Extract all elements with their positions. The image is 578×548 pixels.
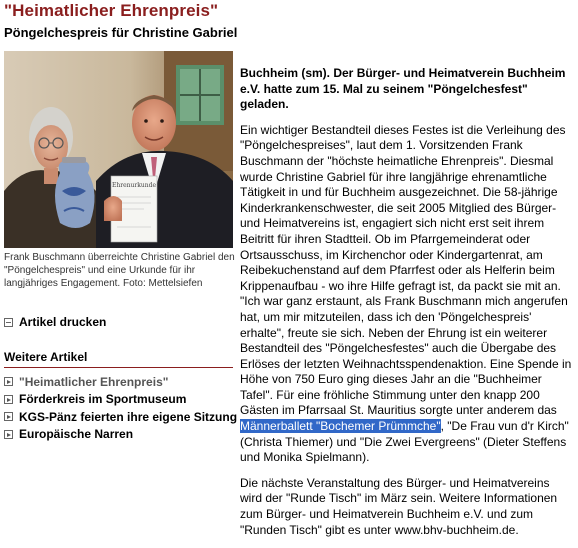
more-article-label: KGS-Pänz feierten ihre eigene Sitzung bbox=[19, 409, 238, 424]
more-article-link-2[interactable] bbox=[4, 391, 237, 409]
article-lead: Buchheim (sm). Der Bürger- und Heimatverein Buchheim e.V. hatte zum 15. Mal zu seinem "Pöngelchesfest" geladen. bbox=[240, 66, 566, 112]
print-icon bbox=[4, 318, 13, 327]
article-paragraph-main bbox=[240, 123, 574, 466]
print-article-link[interactable] bbox=[4, 315, 106, 329]
article-subtitle: Pöngelchespreis für Christine Gabriel bbox=[4, 25, 238, 40]
more-article-link-3[interactable] bbox=[4, 408, 237, 426]
photo-caption: Frank Buschmann überreichte Christine Gabriel den "Pöngelchespreis" und eine Urkunde für ihr langjähriges Engagement. Foto: Mettelsiefen bbox=[4, 252, 235, 289]
print-article-label: Artikel drucken bbox=[19, 315, 107, 329]
arrow-right-icon bbox=[4, 395, 13, 404]
article-photo bbox=[4, 51, 233, 248]
certificate-heading: Ehrenurkunde bbox=[111, 182, 157, 189]
article-title: "Heimatlicher Ehrenpreis" bbox=[4, 1, 219, 20]
article-body bbox=[240, 66, 574, 548]
article-paragraph-last: Die nächste Veranstaltung des Bürger- und Heimatvereins wird der "Runde Tisch" im März sein. Weitere Informationen zum Bürger- und Heimatverein Buchheim e.V. und zum "Runden Tisch" gibt es unter www.bhv-buchheim.de. bbox=[240, 475, 558, 537]
more-articles-heading: Weitere Artikel bbox=[4, 350, 88, 364]
more-article-link-4[interactable] bbox=[4, 426, 237, 444]
more-article-link-1[interactable] bbox=[4, 373, 237, 391]
more-articles-list bbox=[4, 373, 237, 443]
more-articles-divider bbox=[4, 367, 233, 368]
more-article-label: Europäische Narren bbox=[19, 427, 134, 442]
arrow-right-icon bbox=[4, 412, 13, 421]
more-article-label: Förderkreis im Sportmuseum bbox=[19, 392, 187, 407]
highlighted-text-selection[interactable]: Männerballett "Bochemer Prümmche" bbox=[240, 419, 441, 434]
more-article-label: "Heimatlicher Ehrenpreis" bbox=[19, 374, 169, 389]
article-text-part2: , "De Frau vun d'r Kirch" (Christa Thiemer) und "Die Zwei Evergreens" (Dieter Steffens und Monika Spielmann). bbox=[240, 419, 569, 465]
arrow-right-icon bbox=[4, 377, 13, 386]
arrow-right-icon bbox=[4, 430, 13, 439]
article-text-part1: Ein wichtiger Bestandteil dieses Festes ist die Verleihung des "Pöngelchespreises", laut dem 1. Vorsitzenden Frank Buschmann der "höchste heimatliche Ehrenpreis". Diesmal wurde Christine Gabriel für ihre langjährige ehrenamtliche Tätigkeit in und für Buchheim ausgezeichnet. Die 58-jährige Kinderkrankenschwester, die seit 2005 Mitglied des Bürger- und Heimatvereins ist, engagiert sich nicht erst seit ihrem Beitritt für ihren Stadtteil. Ob im Pfarrgemeinderat oder Ortsausschuss, im Kirchenchor oder Kindergartenrat, am Reibekuchenstand auf dem Pfarrfest oder als Helferin beim Krippenaufbau - wo ihre Hilfe gefragt ist, da packt sie mit an. "Ich war ganz erstaunt, als Frank Buschmann mich angerufen hat, um mir mitzuteilen, dass ich den 'Pöngelchespreis' erhalte", freute sie sich. Neben der Ehrung ist ein weiterer Bestandteil des "Pöngelchesfestes" auch die Übergabe des Erlöses der letzten Weihnachtsspendenaktion. Eine Spende in Höhe von 750 Euro ging dieses Jahr an die "Buchheimer Tafel". Für eine fröhliche Stimmung unter den knapp 200 Gästen im Pfarrsaal St. Mauritius sorgte unter anderem das bbox=[240, 122, 572, 418]
